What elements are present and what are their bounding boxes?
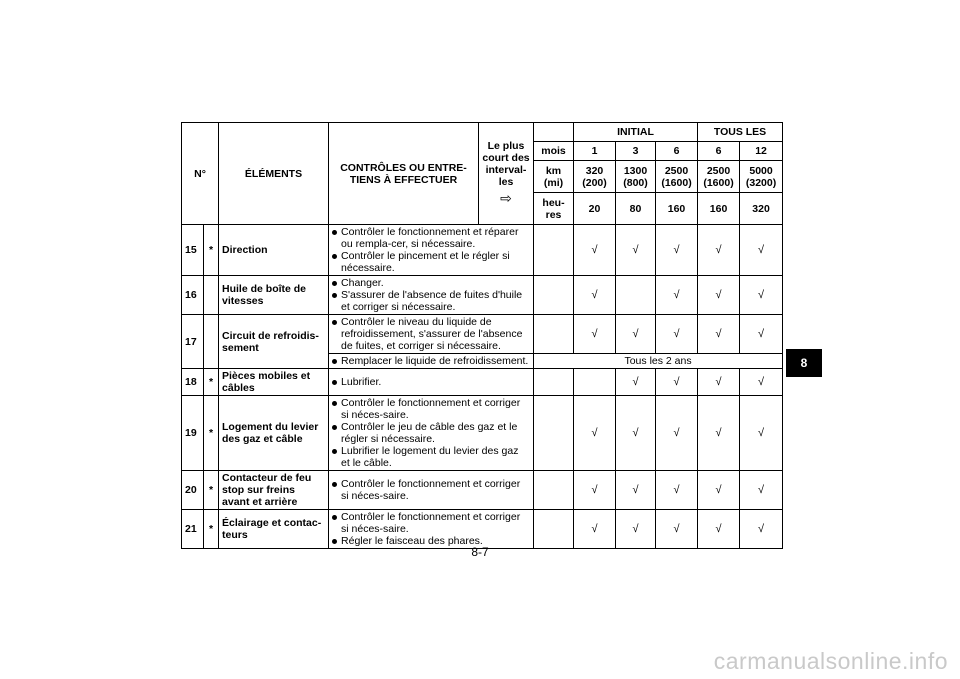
header-elements: ÉLÉMENTS [219, 123, 329, 225]
row-number: 17 [182, 315, 204, 369]
check-mark: √ [574, 510, 616, 549]
star-marker: * [204, 369, 219, 396]
check-mark: √ [616, 396, 656, 471]
row-controls [329, 369, 534, 396]
check-mark: √ [656, 510, 698, 549]
header-hours: 80 [616, 193, 656, 225]
check-mark: √ [740, 276, 783, 315]
star-marker [204, 276, 219, 315]
row-controls [329, 315, 534, 354]
check-mark: √ [616, 471, 656, 510]
check-mark: √ [574, 471, 616, 510]
check-mark: √ [698, 396, 740, 471]
header-km: 320 (200) [574, 161, 616, 193]
check-mark: √ [574, 315, 616, 354]
table-row [182, 510, 783, 549]
check-mark: √ [698, 315, 740, 354]
check-mark: √ [656, 471, 698, 510]
check-mark: √ [698, 369, 740, 396]
header-hours: 320 [740, 193, 783, 225]
header-month: 6 [656, 142, 698, 161]
arrow-right-icon: ⇨ [500, 190, 512, 206]
row-number: 18 [182, 369, 204, 396]
row-element: Huile de boîte de vitesses [219, 276, 329, 315]
list-item: Contrôler le fonctionnement et réparer ou rempla-cer, si nécessaire. [332, 226, 530, 250]
interval-span-text: Tous les 2 ans [534, 354, 783, 369]
row-number: 19 [182, 396, 204, 471]
row-number: 21 [182, 510, 204, 549]
list-item: Contrôler le fonctionnement et corriger si néces-saire. [332, 397, 530, 421]
header-hours: 160 [656, 193, 698, 225]
row-element: Circuit de refroidis-sement [219, 315, 329, 369]
check-mark: √ [740, 315, 783, 354]
header-km: 2500 (1600) [698, 161, 740, 193]
list-item: Contrôler le fonctionnement et corriger si néces-saire. [332, 511, 530, 535]
table-row [182, 396, 783, 471]
check-mark: √ [616, 315, 656, 354]
header-blank [534, 123, 574, 142]
table-row [182, 276, 783, 315]
list-item: Changer. [332, 277, 530, 289]
check-mark: √ [656, 396, 698, 471]
list-item: S'assurer de l'absence de fuites d'huile et corriger si nécessaire. [332, 289, 530, 313]
list-item: Lubrifier le logement du levier des gaz et le câble. [332, 445, 530, 469]
header-num: N° [182, 123, 219, 225]
header-km: 1300 (800) [616, 161, 656, 193]
row-element: Éclairage et contac-teurs [219, 510, 329, 549]
header-hours-label: heu-res [534, 193, 574, 225]
check-mark: √ [740, 471, 783, 510]
row-element: Pièces mobiles et câbles [219, 369, 329, 396]
check-mark: √ [656, 369, 698, 396]
header-initial: INITIAL [574, 123, 698, 142]
table-row [182, 471, 783, 510]
star-marker: * [204, 225, 219, 276]
check-mark: √ [574, 396, 616, 471]
header-hours: 20 [574, 193, 616, 225]
check-mark: √ [616, 225, 656, 276]
header-controls: CONTRÔLES OU ENTRE-TIENS À EFFECTUER [329, 123, 479, 225]
header-month: 12 [740, 142, 783, 161]
check-mark: √ [740, 396, 783, 471]
page-number: 8-7 [471, 545, 489, 559]
table-row [182, 369, 783, 396]
list-item: Remplacer le liquide de refroidissement. [332, 355, 530, 367]
header-interval [479, 123, 534, 225]
row-controls [329, 510, 534, 549]
check-mark: √ [656, 276, 698, 315]
check-mark: √ [574, 225, 616, 276]
row-controls [329, 354, 534, 369]
check-mark: √ [656, 225, 698, 276]
header-month: 6 [698, 142, 740, 161]
star-marker: * [204, 396, 219, 471]
header-km-label: km (mi) [534, 161, 574, 193]
check-mark: √ [574, 276, 616, 315]
row-number: 16 [182, 276, 204, 315]
header-month: 1 [574, 142, 616, 161]
check-mark: √ [656, 315, 698, 354]
table-row [182, 315, 783, 354]
header-km: 2500 (1600) [656, 161, 698, 193]
list-item: Contrôler le niveau du liquide de refroidissement, s'assurer de l'absence de fuites, et corriger si nécessaire. [332, 316, 530, 352]
row-controls [329, 225, 534, 276]
table-row [182, 225, 783, 276]
list-item: Contrôler le fonctionnement et corriger si néces-saire. [332, 478, 530, 502]
check-mark: √ [698, 510, 740, 549]
check-mark: √ [698, 471, 740, 510]
header-months-label: mois [534, 142, 574, 161]
star-marker [204, 315, 219, 369]
list-item: Contrôler le jeu de câble des gaz et le régler si nécessaire. [332, 421, 530, 445]
maintenance-table [181, 122, 783, 549]
check-mark: √ [698, 225, 740, 276]
row-element: Contacteur de feu stop sur freins avant et arrière [219, 471, 329, 510]
check-mark: √ [740, 225, 783, 276]
chapter-tab[interactable]: 8 [786, 349, 822, 377]
star-marker: * [204, 510, 219, 549]
row-controls [329, 396, 534, 471]
header-every: TOUS LES [698, 123, 783, 142]
row-element: Logement du levier des gaz et câble [219, 396, 329, 471]
row-element: Direction [219, 225, 329, 276]
row-number: 15 [182, 225, 204, 276]
header-km: 5000 (3200) [740, 161, 783, 193]
list-item: Contrôler le pincement et le régler si nécessaire. [332, 250, 530, 274]
watermark: carmanualsonline.info [713, 648, 948, 674]
check-mark: √ [740, 510, 783, 549]
header-hours: 160 [698, 193, 740, 225]
check-mark: √ [616, 510, 656, 549]
list-item: Régler le faisceau des phares. [332, 535, 530, 547]
check-mark: √ [698, 276, 740, 315]
header-interval-text: Le plus court des interval-les [482, 140, 530, 188]
check-mark: √ [740, 369, 783, 396]
row-controls [329, 471, 534, 510]
header-month: 3 [616, 142, 656, 161]
row-controls [329, 276, 534, 315]
star-marker: * [204, 471, 219, 510]
row-number: 20 [182, 471, 204, 510]
list-item: Lubrifier. [332, 376, 530, 388]
check-mark: √ [616, 369, 656, 396]
